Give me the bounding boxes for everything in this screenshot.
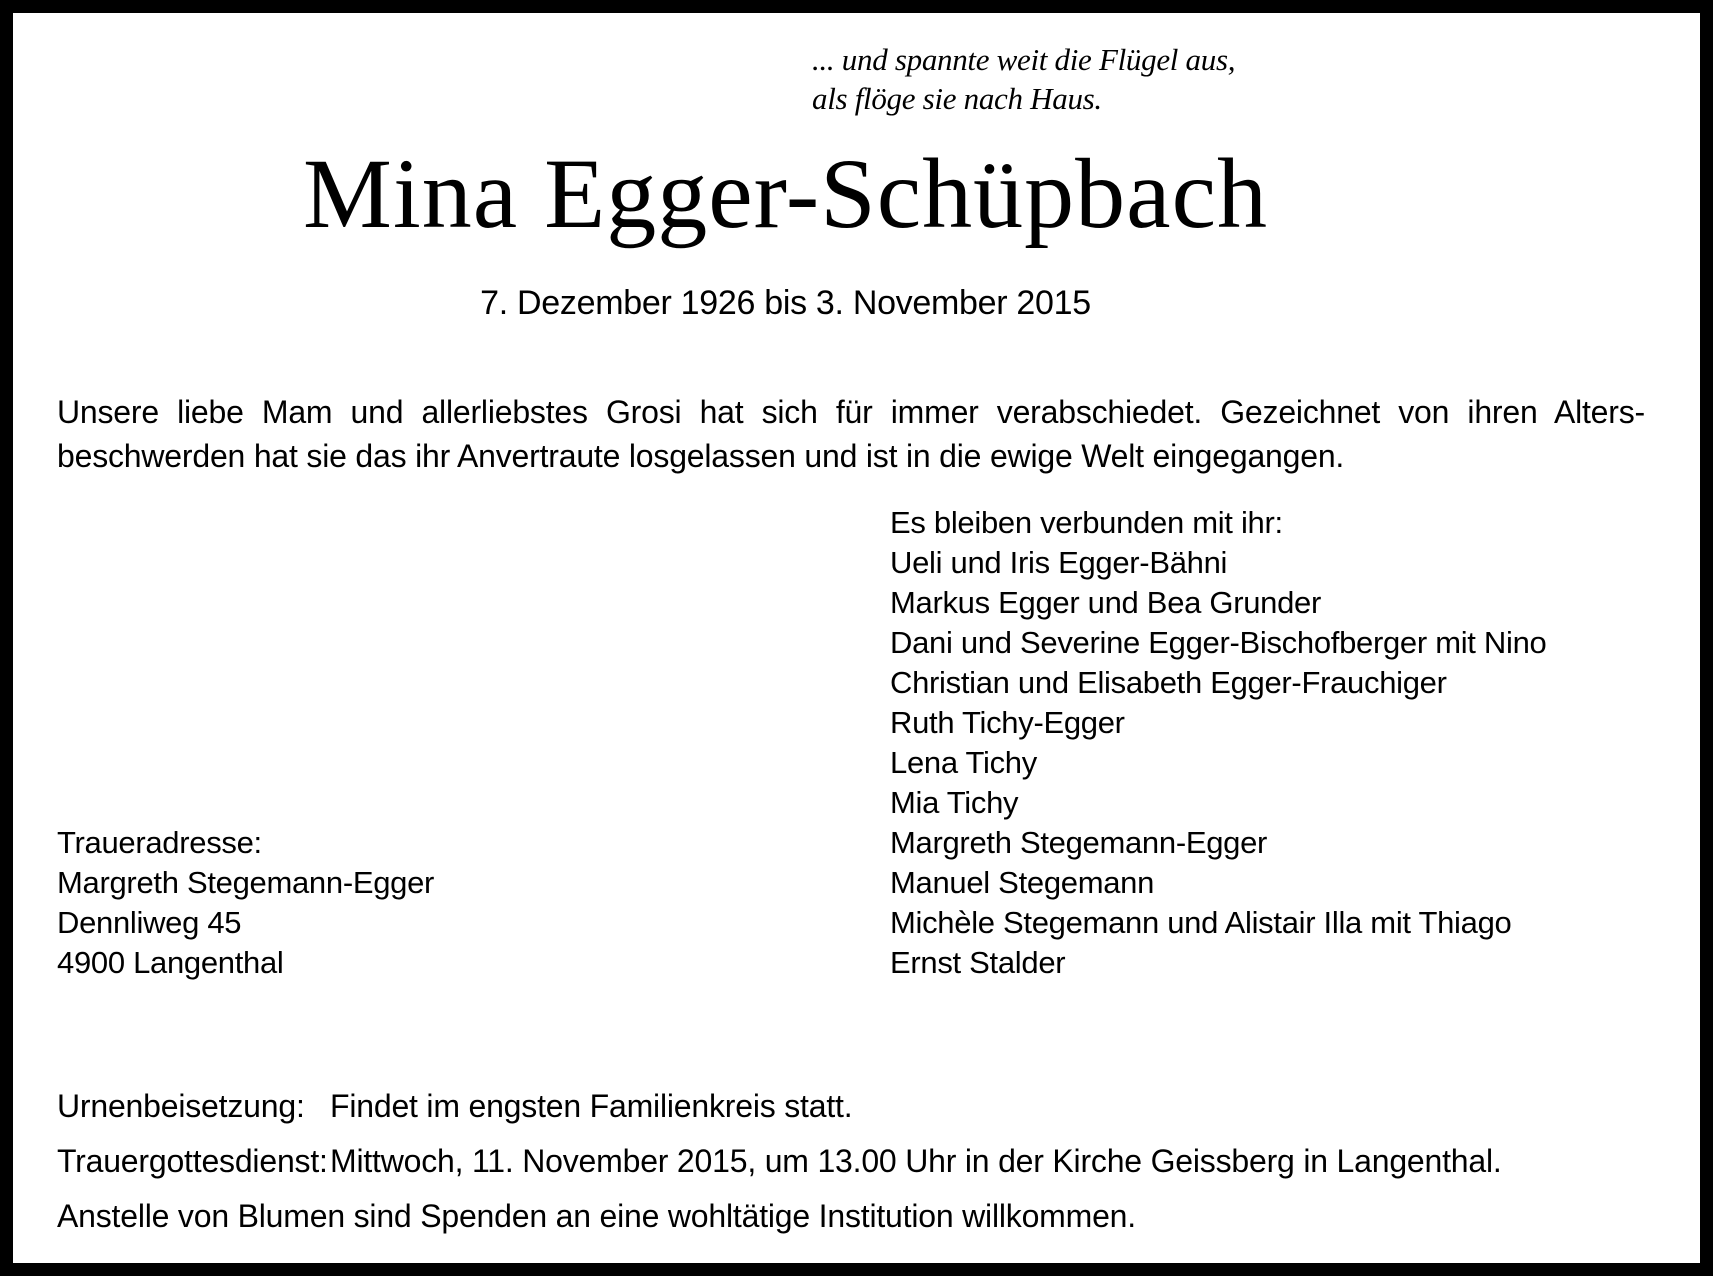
obituary-line-1: Unsere liebe Mam und allerliebstes Grosi hat sich für immer verabschiedet. Gezeichnet von ihren Alters- bbox=[57, 394, 1645, 430]
mourner-name: Dani und Severine Egger-Bischofberger mit Nino bbox=[890, 625, 1547, 660]
funeral-service-label: Trauergottesdienst: bbox=[57, 1143, 328, 1179]
mourning-address-line: Dennliweg 45 bbox=[57, 905, 242, 940]
mourner-name: Michèle Stegemann und Alistair Illa mit Thiago bbox=[890, 905, 1512, 940]
deceased-name: Mina Egger-Schüpbach bbox=[303, 138, 1268, 249]
epigraph-line-2: als flöge sie nach Haus. bbox=[812, 81, 1102, 116]
obituary-paragraph bbox=[57, 390, 1645, 478]
mourner-name: Mia Tichy bbox=[890, 785, 1019, 820]
mourner-name: Christian und Elisabeth Egger-Frauchiger bbox=[890, 665, 1447, 700]
life-dates: 7. Dezember 1926 bis 3. November 2015 bbox=[480, 284, 1091, 322]
mourners-intro: Es bleiben verbunden mit ihr: bbox=[890, 505, 1283, 540]
urn-burial-row bbox=[57, 1085, 1645, 1127]
mourner-name: Lena Tichy bbox=[890, 745, 1037, 780]
mourner-name: Ueli und Iris Egger-Bähni bbox=[890, 545, 1228, 580]
mourner-name: Ernst Stalder bbox=[890, 945, 1066, 980]
service-information bbox=[57, 1085, 1645, 1237]
mourning-address-line: 4900 Langenthal bbox=[57, 945, 284, 980]
mourner-name: Markus Egger und Bea Grunder bbox=[890, 585, 1322, 620]
mourner-name: Margreth Stegemann-Egger bbox=[890, 825, 1268, 860]
mourning-address-line: Margreth Stegemann-Egger bbox=[57, 865, 435, 900]
mourning-address bbox=[57, 823, 434, 983]
donations-note: Anstelle von Blumen sind Spenden an eine wohltätige Institution willkommen. bbox=[57, 1198, 1136, 1234]
epigraph-line-1: ... und spannte weit die Flügel aus, bbox=[812, 42, 1236, 77]
urn-burial-text: Findet im engsten Familienkreis statt. bbox=[330, 1088, 853, 1124]
epigraph bbox=[812, 40, 1235, 118]
mourner-name: Ruth Tichy-Egger bbox=[890, 705, 1125, 740]
urn-burial-label: Urnenbeisetzung: bbox=[57, 1088, 305, 1124]
mourning-address-label: Traueradresse: bbox=[57, 825, 262, 860]
funeral-service-row bbox=[57, 1140, 1645, 1182]
mourners-list bbox=[890, 503, 1547, 983]
mourner-name: Manuel Stegemann bbox=[890, 865, 1155, 900]
obituary-line-2: beschwerden hat sie das ihr Anvertraute losgelassen und ist in die ewige Welt eingegangen. bbox=[57, 438, 1345, 474]
funeral-service-text: Mittwoch, 11. November 2015, um 13.00 Uhr in der Kirche Geissberg in Langenthal. bbox=[330, 1143, 1502, 1179]
